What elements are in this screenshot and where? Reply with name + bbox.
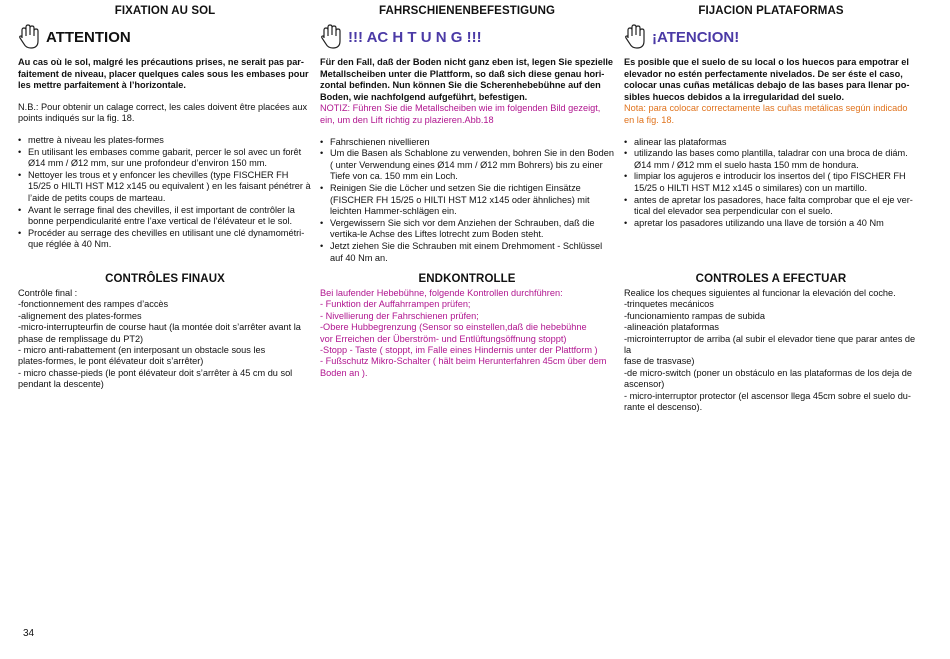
column-french (18, 4, 312, 251)
column-spanish (624, 4, 918, 229)
check-line: -trinquetes mecánicos (624, 299, 714, 310)
list-item: • limpiar los agujeros e introducir los insertos del ( tipo FISCHER FH 15/25 o HILTI HST M12 x145 o similares) con un martillo. (624, 171, 918, 194)
check-line: - Funktion der Auffahrrampen prüfen; (320, 299, 471, 310)
check-line: -funcionamiento rampas de subida (624, 310, 765, 321)
list-item: • Avant le serrage final des chevilles, il est important de contrôler la bonne perpendicularité entre l’axe vertical de l’élévateur et le sol. (18, 205, 312, 228)
check-line: -Obere Hubbegrenzung (Sensor so einstellen,daß die hebebühne (320, 322, 587, 333)
check-line: phase de remplissage du PT2) (18, 333, 144, 344)
warning-text: ATTENTION (46, 28, 131, 46)
check-line: -Stopp - Taste ( stoppt, im Falle eines Hindernis unter der Plattform ) (320, 345, 598, 356)
list-item: • En utilisant les embases comme gabarit, percer le sol avec un forêt Ø14 mm / Ø12 mm, sur une profondeur d’environ 150 mm. (18, 147, 312, 170)
check-line: - micro anti-rabattement (en interposant un obstacle sous les (18, 345, 266, 356)
check-line: vor Erreichen der Überström- und Entlüftungsöffnung stoppt) (320, 333, 567, 344)
list-item: • Fahrschienen nivellieren (320, 137, 614, 149)
hand-warning-icon (624, 24, 646, 50)
final-checks-german (320, 272, 614, 379)
check-line: plates-formes, le pont élévateur doit s’arrêter) (18, 356, 204, 367)
warning-banner (320, 23, 614, 51)
check-line: -microinterruptor de arriba (al subir el elevador tiene que parar antes de la (624, 333, 916, 356)
list-item: • utilizando las bases como plantilla, taladrar con una broca de diám. Ø14 mm / Ø12 mm el suelo hasta 150 mm de hondura. (624, 148, 918, 171)
list-item: • alinear las plataformas (624, 137, 918, 149)
warning-text: ¡ATENCION! (652, 28, 740, 46)
page-number: 34 (23, 628, 35, 639)
intro-paragraph: Für den Fall, daß der Boden nicht ganz eben ist, legen Sie spezielle Metallscheiben unter die Plattform, so daß sich diese genau hori-zontal befinden. Nun können Sie die Scherenhebebühne auf den Boden, wie nachfolgend aufgeführt, befestigen. (320, 57, 614, 102)
check-line: - micro-interruptor protector (el ascensor llega 45cm sobre el suelo du- (624, 390, 911, 401)
list-item: • Nettoyer les trous et y enfoncer les chevilles (type FISCHER FH 15/25 o HILTI HST M12 x145 ou equivalent ) en les faisant pénétrer à l’aide de petits coups de marteau. (18, 170, 312, 205)
check-line: -micro-interrupteurfin de course haut (la montée doit s’arrêter avant la (18, 322, 301, 333)
note-paragraph: Nota: para colocar correctamente las cuñas metálicas según indicado en la fig. 18. (624, 103, 908, 125)
check-line: Boden an ). (320, 367, 368, 378)
list-item: • mettre à niveau les plates-formes (18, 135, 312, 147)
warning-banner (18, 23, 312, 51)
section-title-controles-finaux: CONTRÔLES FINAUX (105, 273, 225, 285)
note-paragraph: NOTIZ: Führen Sie die Metallscheiben wie im folgenden Bild gezeigt, ein, um den Lift richtig zu plazieren.Abb.18 (320, 103, 601, 125)
check-line: - micro chasse-pieds (le pont élévateur doit s’arrêter à 45 cm du sol (18, 367, 293, 378)
check-line: fase de trasvase) (624, 356, 695, 367)
list-item: • Reinigen Sie die Löcher und setzen Sie die richtigen Einsätze (FISCHER FH 15/25 o HILTI HST M12 x145 oder ähnliches) mit leichten Hammer-schlägen ein. (320, 183, 614, 218)
intro-paragraph: Au cas où le sol, malgré les précautions prises, ne serait pas par-faitement de niveau, placer quelques cales sous les embases pour les mettre parfaitement à l’horizontale. (18, 57, 309, 91)
hand-warning-icon (320, 24, 342, 50)
check-line: - Nivellierung der Fahrschienen prüfen; (320, 310, 479, 321)
check-line: Contrôle final : (18, 288, 78, 298)
check-line: - Fußschutz Mikro-Schalter ( hält beim Herunterfahren 45cm über dem (320, 356, 607, 367)
warning-text: !!! AC H T U N G !!! (348, 28, 482, 46)
list-item: • Vergewissern Sie sich vor dem Anziehen der Schrauben, daß die vertika-le Achse des Liftes lotrecht zum Boden steht. (320, 218, 614, 241)
check-line: -alineación plataformas (624, 322, 719, 333)
section-title-controles-efectuar: CONTROLES A EFECTUAR (695, 273, 847, 285)
list-item: • Um die Basen als Schablone zu verwenden, bohren Sie in den Boden ( unter Verwendung eines Ø14 mm / Ø12 mm Bohrers) bis zu einer Tiefe von ca. 150 mm ein Loch. (320, 148, 614, 183)
warning-banner (624, 23, 918, 51)
final-checks-spanish (624, 272, 918, 413)
steps-list (18, 135, 312, 251)
column-german (320, 4, 614, 264)
steps-list (320, 137, 614, 265)
list-item: • Procéder au serrage des chevilles en utilisant une clé dynamométri-que réglée à 40 Nm. (18, 228, 312, 251)
check-line: -fonctionnement des rampes d’accès (18, 299, 169, 310)
section-title-endkontrolle: ENDKONTROLLE (418, 273, 516, 285)
intro-paragraph: Es posible que el suelo de su local o los huecos para empotrar el elevador no estén perfectamente nivelados. De ser éste el caso, colocar unas cuñas metálicas debajo de las bases para llenar po-sibles huecos debidos a la irregularidad del suelo. (624, 57, 910, 102)
check-line: rante el descenso). (624, 402, 703, 413)
section-title-fahrschienen: FAHRSCHIENENBEFESTIGUNG (378, 5, 556, 17)
note-paragraph: N.B.: Pour obtenir un calage correct, les cales doivent être placées aux points indiqués sur la fig. 18. (18, 101, 308, 124)
section-title-fijacion: FIJACION PLATAFORMAS (698, 5, 844, 17)
list-item: • apretar los pasadores utilizando una llave de torsión a 40 Nm (624, 218, 918, 230)
final-checks-french (18, 272, 312, 391)
check-line: Realice los cheques siguientes al funcionar la elevación del coche. (624, 288, 896, 298)
check-line: ascensor) (624, 379, 665, 390)
steps-list (624, 137, 918, 230)
list-item: • Jetzt ziehen Sie die Schrauben mit einem Drehmoment - Schlüssel auf 40 Nm an. (320, 241, 614, 264)
hand-warning-icon (18, 24, 40, 50)
section-title-fixation: FIXATION AU SOL (114, 5, 216, 17)
check-line: pendant la descente) (18, 379, 104, 390)
check-line: Bei laufender Hebebühne, folgende Kontrollen durchführen: (320, 288, 563, 298)
check-line: -de micro-switch (poner un obstáculo en las plataformas de los deja de (624, 367, 913, 378)
list-item: • antes de apretar los pasadores, hace falta comprobar que el eje ver-tical del elevador sea perpendicular con el suelo. (624, 195, 918, 218)
check-line: -alignement des plates-formes (18, 310, 142, 321)
